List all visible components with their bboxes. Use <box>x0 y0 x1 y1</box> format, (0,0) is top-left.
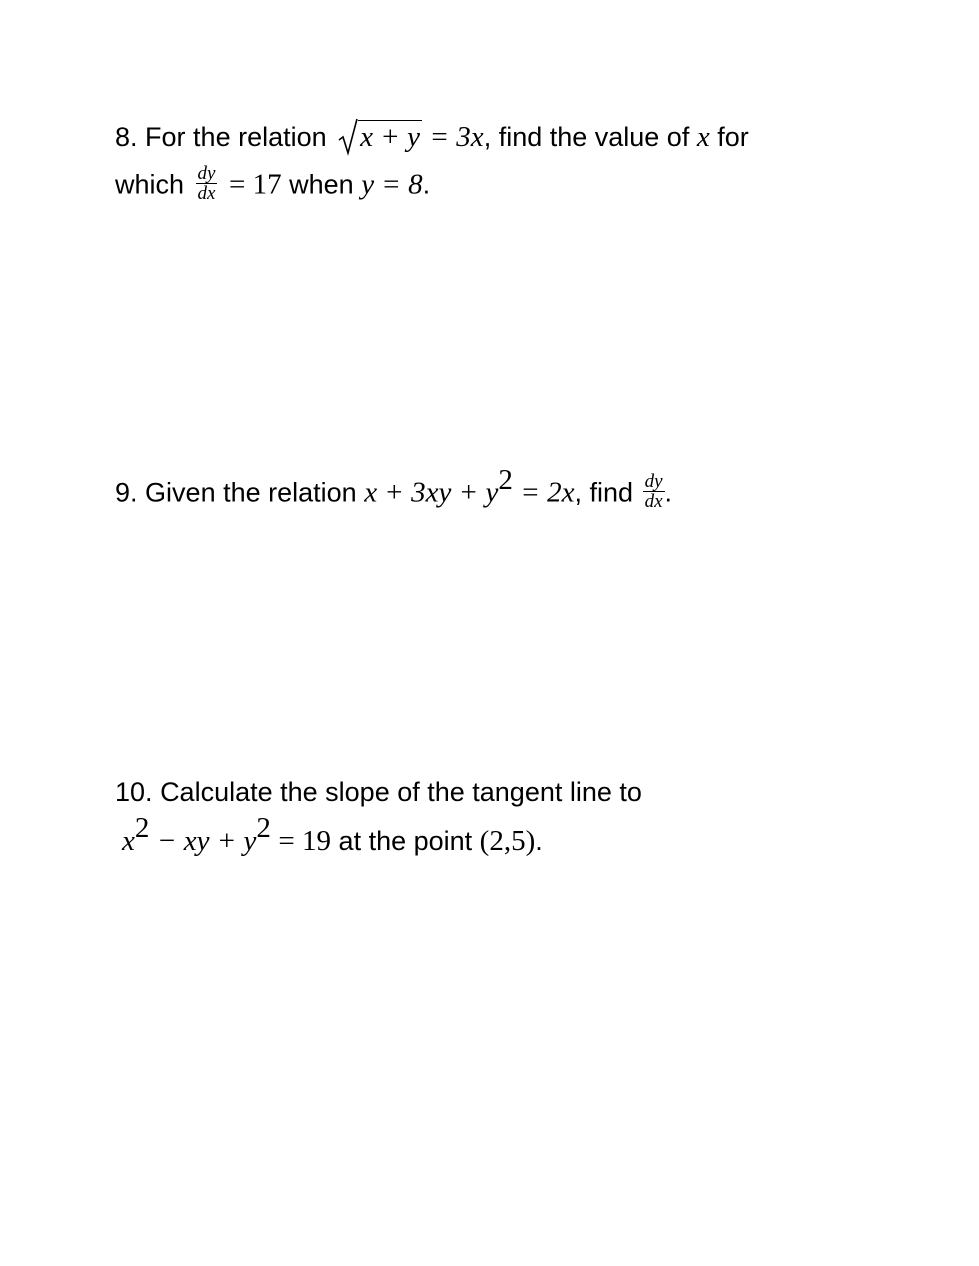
problem-10-number: 10. <box>115 777 153 807</box>
problem-10-expr-mid: − xy + y <box>156 825 257 857</box>
problem-9-number: 9. <box>115 477 138 508</box>
problem-8-sqrt-expr: x + y <box>360 121 420 153</box>
problem-9-text-a: Given the relation <box>145 477 357 508</box>
problem-10-text-a: Calculate the slope of the tangent line to <box>160 777 642 807</box>
problem-8-eq-rhs: = 3x <box>429 121 484 153</box>
problem-8-var-x: x <box>696 121 710 153</box>
problem-9-expr-b: = 2x <box>520 476 575 509</box>
problem-8-frac-num: dy <box>197 163 216 184</box>
radical-sign-icon <box>338 118 358 156</box>
problem-9-exponent: 2 <box>498 463 513 496</box>
problem-8-text-a: For the relation <box>145 122 327 152</box>
problem-10-text-b: at the point <box>338 826 473 856</box>
problem-8-fraction <box>196 164 218 203</box>
problem-8-frac-den: dx <box>197 183 216 204</box>
problem-10-exponent-1: 2 <box>134 812 150 844</box>
problem-8-cond: y = 8 <box>361 168 423 201</box>
problem-8-text-b: , find the value of <box>483 122 690 152</box>
problem-9-period: . <box>664 477 673 508</box>
problem-10-period: . <box>535 826 543 856</box>
problem-10-expr-x: x <box>122 825 135 857</box>
problem-10-line-1 <box>115 775 642 809</box>
problem-9-expr-a: x + 3xy + y <box>364 476 499 509</box>
problem-10-point: (2,5) <box>479 825 536 857</box>
problem-8-text-e: when <box>289 169 354 200</box>
problem-8-text-d: which <box>115 169 185 200</box>
problem-9-line <box>115 463 673 514</box>
problem-8-line-1 <box>115 120 749 154</box>
problem-9-fraction <box>643 472 665 511</box>
problem-8-text-c: for <box>717 122 749 152</box>
problem-8-number: 8. <box>115 122 138 152</box>
problem-9-text-b: , find <box>574 477 634 508</box>
problem-10-line-2 <box>122 812 543 858</box>
problem-9-frac-den: dx <box>644 491 663 512</box>
problem-9-frac-num: dy <box>644 471 663 492</box>
problem-8-period: . <box>422 169 431 200</box>
problem-8-sqrt <box>338 120 422 154</box>
problem-10-expr-end: = 19 <box>278 825 332 857</box>
problem-8-eq-val: = 17 <box>229 168 282 201</box>
problem-10-exponent-2: 2 <box>256 812 271 844</box>
problem-8-line-2 <box>115 163 431 206</box>
